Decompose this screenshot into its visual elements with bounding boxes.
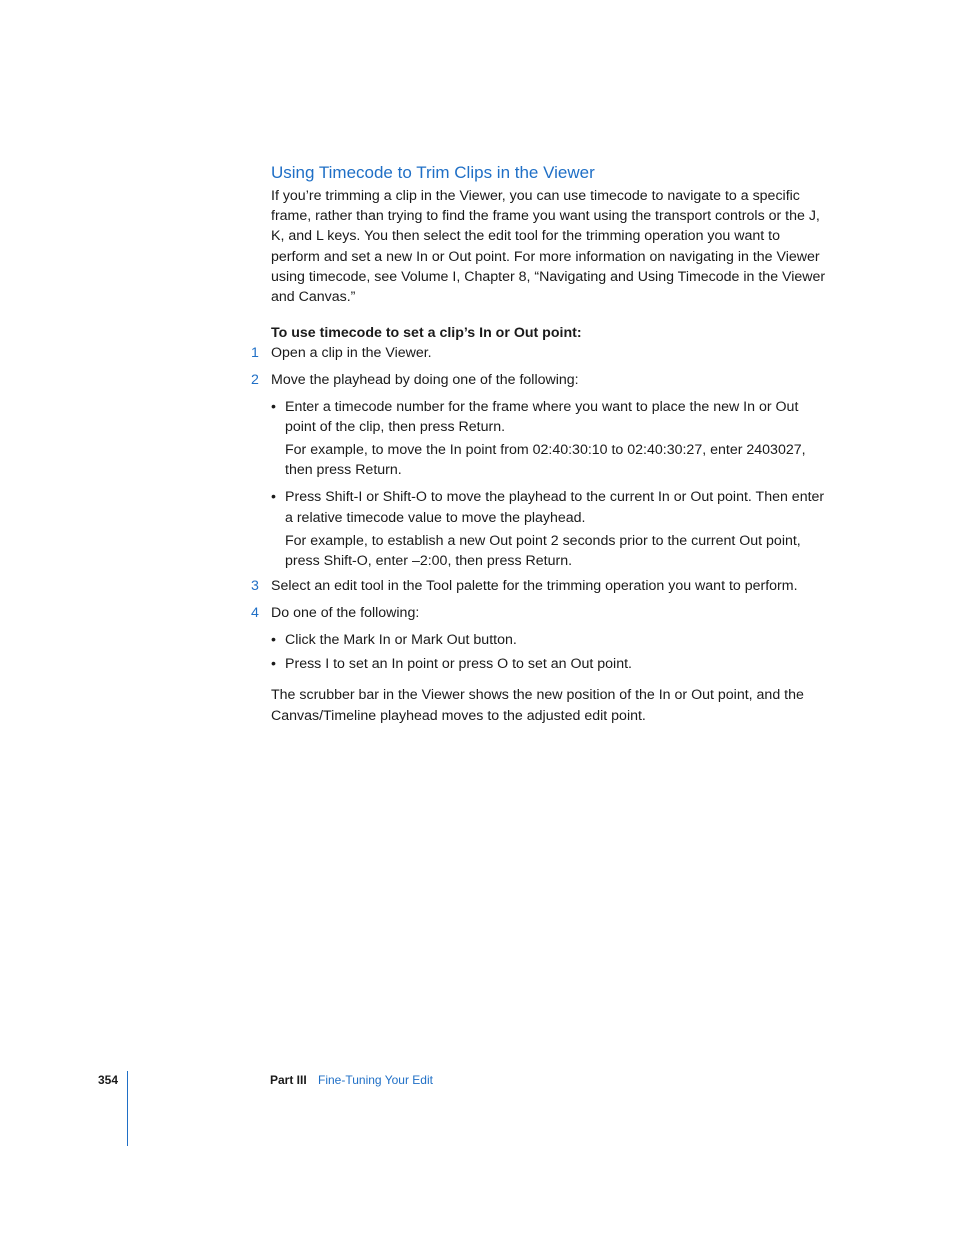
step-text: Do one of the following:: [271, 605, 420, 622]
intro-paragraph: If you’re trimming a clip in the Viewer, you can use timecode to navigate to a specific frame, rather than trying to find the frame you want using the transport controls or the J, K, and L keys. You then select the edit tool for the trimming operation you want to perform and set a new In or Out point. For more information on navigating in the Viewer using timecode, see Volume I, Chapter 8, “Navigating and Using Timecode in the Viewer and Canvas.”: [271, 188, 826, 306]
bullet-text: Click the Mark In or Mark Out button.: [285, 631, 517, 648]
list-item: [271, 487, 827, 571]
step-text: Open a clip in the Viewer.: [271, 345, 432, 362]
footer-part-label: Part III: [270, 1073, 307, 1087]
step-text: Select an edit tool in the Tool palette for the trimming operation you want to perform.: [271, 578, 798, 595]
step-number: 4: [251, 605, 259, 622]
footer-divider: [127, 1071, 128, 1146]
bullet-example: For example, to establish a new Out point 2 seconds prior to the current Out point, press Shift-O, enter –2:00, then press Return.: [285, 532, 801, 570]
bullet-text: Press Shift-I or Shift-O to move the playhead to the current In or Out point. Then enter a relative timecode value to move the playhead.: [285, 489, 825, 526]
page-number: 354: [98, 1073, 119, 1087]
list-item: [271, 654, 827, 674]
bullet-icon: •: [271, 489, 276, 506]
section-title: Using Timecode to Trim Clips in the Viewer: [271, 163, 595, 182]
step-text: Move the playhead by doing one of the following:: [271, 372, 579, 389]
step-2-bullets: [271, 397, 827, 572]
bullet-icon: •: [271, 398, 276, 415]
step-2: [251, 370, 827, 571]
step-3: [251, 576, 827, 596]
bullet-example: For example, to move the In point from 02:40:30:10 to 02:40:30:27, enter 2403027, then press Return.: [285, 442, 806, 479]
bullet-icon: •: [271, 631, 276, 648]
bullet-text: Enter a timecode number for the frame where you want to place the new In or Out point of the clip, then press Return.: [285, 398, 799, 435]
step-1: [251, 343, 827, 363]
step-4-bullets: [271, 630, 827, 674]
step-number: 1: [251, 345, 259, 362]
closing-paragraph: The scrubber bar in the Viewer shows the new position of the In or Out point, and the Canvas/Timeline playhead moves to the adjusted edit point.: [271, 687, 804, 725]
task-heading: To use timecode to set a clip’s In or Out point:: [271, 325, 582, 342]
page-content: [251, 162, 827, 727]
bullet-text: Press I to set an In point or press O to set an Out point.: [285, 655, 632, 672]
list-item: [271, 630, 827, 650]
step-number: 3: [251, 578, 259, 595]
steps-list: [251, 343, 827, 674]
step-4: [251, 603, 827, 674]
footer-chapter-title: Fine-Tuning Your Edit: [318, 1073, 433, 1087]
bullet-icon: •: [271, 655, 276, 672]
step-number: 2: [251, 372, 259, 389]
list-item: [271, 397, 827, 481]
